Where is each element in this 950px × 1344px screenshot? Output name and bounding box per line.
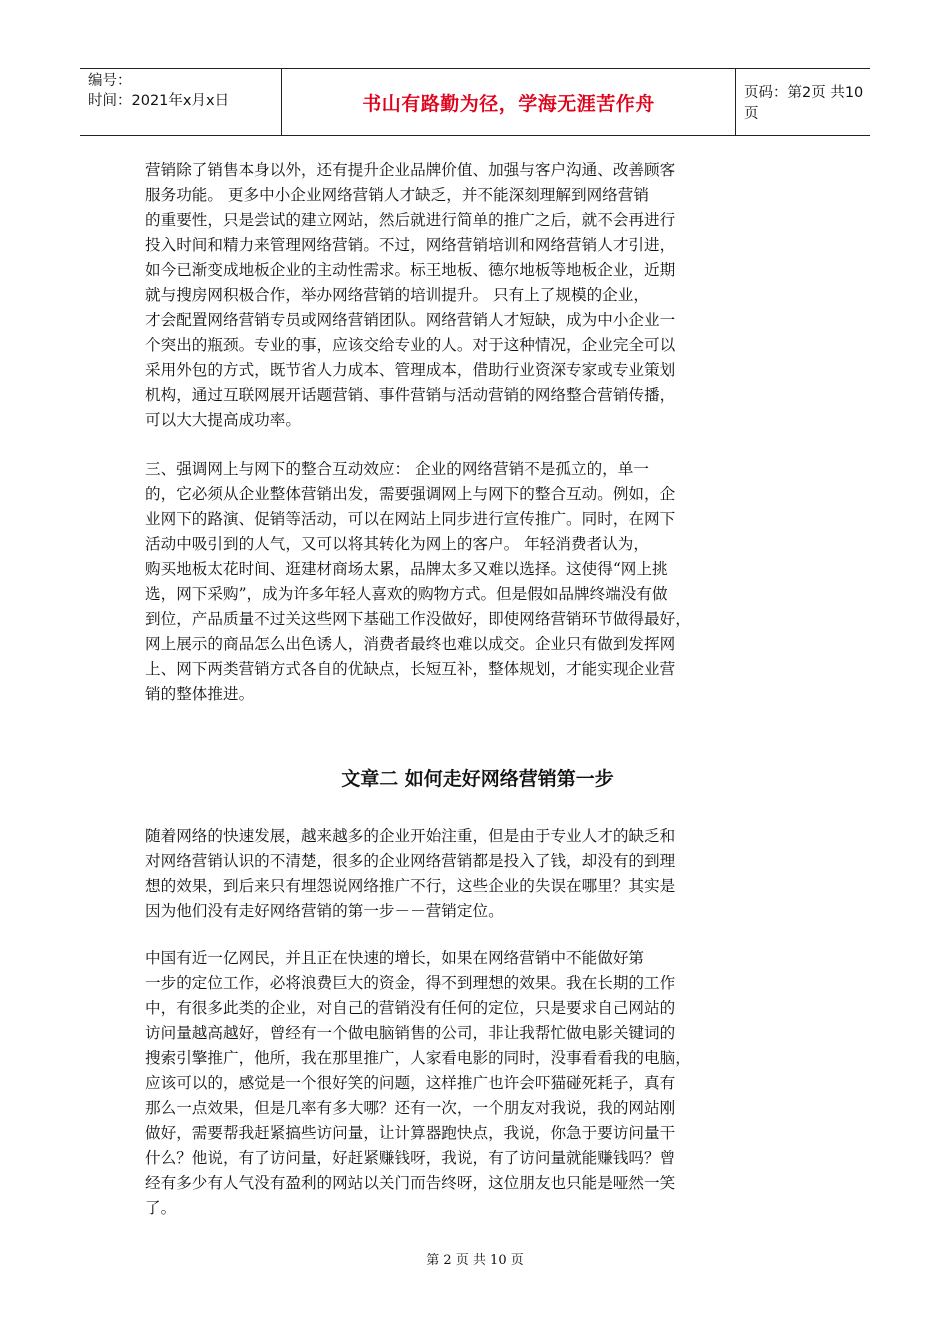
header-table: [80, 68, 870, 136]
text-line: 一步的定位工作，必将浪费巨大的资金，得不到理想的效果。我在长期的工作: [145, 974, 676, 992]
text-line: 访问量越高越好，曾经有一个做电脑销售的公司，非让我帮忙做电影关键词的: [145, 1024, 676, 1042]
text-line: 服务功能。 更多中小企业网络营销人才缺乏，并不能深刻理解到网络营销: [145, 186, 649, 204]
text-line: 采用外包的方式，既节省人力成本、管理成本，借助行业资深专家或专业策划: [145, 361, 676, 379]
text-line: 中国有近一亿网民，并且正在快速的增长，如果在网络营销中不能做好第: [145, 949, 645, 967]
date-label: 时间：2021年x月x日: [88, 93, 230, 109]
text-line: 的重要性，只是尝试的建立网站，然后就进行简单的推广之后，就不会再进行: [145, 211, 676, 229]
text-line: 对网络营销认识的不清楚，很多的企业网络营销都是投入了钱，却没有的到理: [145, 852, 676, 870]
text-line: 如今已渐变成地板企业的主动性需求。标王地板、德尔地板等地板企业，近期: [145, 261, 676, 279]
header-meta-cell: [80, 69, 282, 135]
text-line: 购买地板太花时间、逛建材商场太累，品牌太多又难以选择。这使得“网上挑: [145, 560, 668, 578]
page-footer: 第 2 页 共 10 页: [426, 1253, 524, 1268]
text-line: 个突出的瓶颈。专业的事，应该交给专业的人。对于这种情况，企业完全可以: [145, 336, 676, 354]
text-line: 可以大大提高成功率。: [145, 411, 301, 429]
text-line: 机构，通过互联网展开话题营销、事件营销与活动营销的网络整合营销传播，: [145, 386, 676, 404]
article-title: 文章二 如何走好网络营销第一步: [341, 768, 614, 790]
text-line: 才会配置网络营销专员或网络营销团队。网络营销人才短缺，成为中小企业一: [145, 311, 676, 329]
paragraph-4: [145, 946, 810, 1221]
text-line: 网上展示的商品怎么出色诱人，消费者最终也难以成交。企业只有做到发挥网: [145, 635, 676, 653]
text-line: 经有多少有人气没有盈利的网站以关门而告终呀，这位朋友也只能是哑然一笑: [145, 1174, 676, 1192]
paragraph-2: [145, 457, 810, 707]
text-line: 业网下的路演、促销等活动，可以在网站上同步进行宣传推广。同时，在网下: [145, 510, 676, 528]
text-line: 随着网络的快速发展，越来越多的企业开始注重，但是由于专业人才的缺乏和: [145, 827, 676, 845]
text-line: 投入时间和精力来管理网络营销。不过，网络营销培训和网络营销人才引进，: [145, 236, 676, 254]
text-line: 中，有很多此类的企业，对自己的营销没有任何的定位，只是要求自己网站的: [145, 999, 676, 1017]
page-label: 页码：第2页 共10页: [744, 85, 864, 122]
text-line: 三、强调网上与网下的整合互动效应： 企业的网络营销不是孤立的，单一: [145, 460, 649, 478]
text-line: 因为他们没有走好网络营销的第一步－－营销定位。: [145, 902, 504, 920]
paragraph-1: [145, 158, 810, 433]
text-line: 的，它必须从企业整体营销出发，需要强调网上与网下的整合互动。例如，企: [145, 485, 676, 503]
text-line: 选，网下采购”，成为许多年轻人喜欢的购物方式。但是假如品牌终端没有做: [145, 585, 668, 603]
motto: 书山有路勤为径，学海无涯苦作舟: [282, 69, 736, 135]
text-line: 活动中吸引到的人气，又可以将其转化为网上的客户。 年轻消费者认为，: [145, 535, 649, 553]
text-line: 做好，需要帮我赶紧搞些访问量，让计算器跑快点，我说，你急于要访问量干: [145, 1124, 676, 1142]
text-line: 到位，产品质量不过关这些网下基础工作没做好，即使网络营销环节做得最好，: [145, 610, 691, 628]
text-line: 搜索引擎推广，他所，我在那里推广，人家看电影的同时，没事看看我的电脑，: [145, 1049, 691, 1067]
text-line: 了。: [145, 1199, 177, 1217]
number-label: 编号：: [88, 73, 132, 89]
text-line: 什么？他说，有了访问量，好赶紧赚钱呀，我说，有了访问量就能赚钱吗？曾: [145, 1149, 676, 1167]
text-line: 销的整体推进。: [145, 685, 255, 703]
text-line: 那么一点效果，但是几率有多大哪？还有一次，一个朋友对我说，我的网站刚: [145, 1099, 676, 1117]
text-line: 想的效果，到后来只有埋怨说网络推广不行，这些企业的失误在哪里？其实是: [145, 877, 676, 895]
text-line: 上、网下两类营销方式各自的优缺点，长短互补，整体规划，才能实现企业营: [145, 660, 676, 678]
paragraph-3: [145, 824, 810, 924]
text-line: 应该可以的，感觉是一个很好笑的问题，这样推广也许会吓猫碰死耗子，真有: [145, 1074, 676, 1092]
text-line: 营销除了销售本身以外，还有提升企业品牌价值、加强与客户沟通、改善顾客: [145, 161, 676, 179]
text-line: 就与搜房网积极合作，举办网络营销的培训提升。 只有上了规模的企业，: [145, 286, 649, 304]
